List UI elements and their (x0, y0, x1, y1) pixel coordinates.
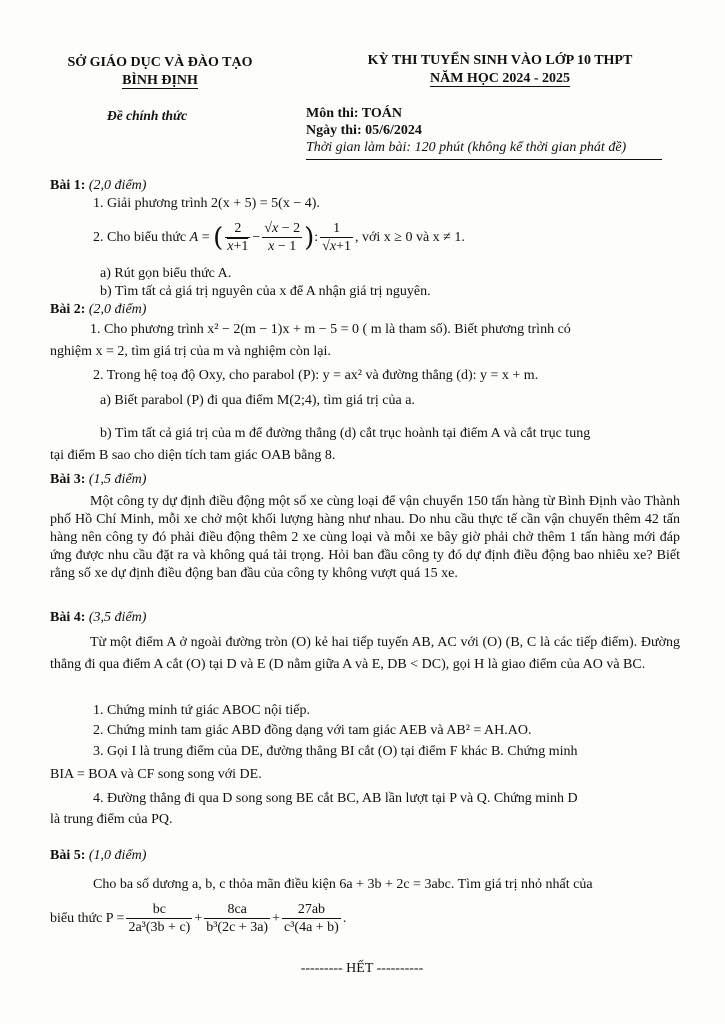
bai2-qb1: b) Tìm tất cả giá trị của m để đường thẳng (d) cắt trục hoành tại điểm A và cắt trục tung (100, 426, 591, 441)
exam-year: NĂM HỌC 2024 - 2025 (430, 71, 570, 86)
bai1-qb: b) Tìm tất cả giá trị nguyên của x để A nhận giá trị nguyên. (100, 284, 431, 299)
bai4-q3a: 3. Gọi I là trung điểm của DE, đường thẳng BI cắt (O) tại điểm F khác B. Chứng minh (93, 744, 578, 759)
exam-time: Thời gian làm bài: 120 phút (không kể thời gian phát đề) (306, 140, 627, 155)
bai4-q4a: 4. Đường thẳng đi qua D song song BE cắt BC, AB lần lượt tại P và Q. Chứng minh D (93, 791, 578, 806)
bai4-q3b: BIA = BOA và CF song song với DE. (50, 767, 262, 782)
bai2-heading: Bài 2: (2,0 điểm) (50, 302, 147, 317)
bai4-q4b: là trung điểm của PQ. (50, 812, 173, 827)
exam-title: KỲ THI TUYỂN SINH VÀO LỚP 10 THPT (367, 53, 633, 68)
bai2-qa: a) Biết parabol (P) đi qua điểm M(2;4), tìm giá trị của a. (100, 393, 415, 408)
footer-end: --------- HẾT ---------- (300, 961, 424, 976)
dept-line2: BÌNH ĐỊNH (122, 73, 198, 88)
bai2-qb2: tại điểm B sao cho diện tích tam giác OAB bằng 8. (50, 448, 336, 463)
bai3-text: Một công ty dự định điều động một số xe cùng loại để vận chuyển 150 tấn hàng từ Bình Định vào Thành phố Hồ Chí Minh, mỗi xe chở một khối lượng hàng như nhau. Do nhu cầu thực tế cần vận chuyển thêm 42 tấn hàng nên công ty đó phải điều động thêm 2 xe cùng loại và mỗi xe bây giờ phải chở thêm 1 tấn hàng mới đáp ứng được nhu cầu đặt ra và không quá tải trọng. Hỏi ban đầu công ty đó dự định điều động bao nhiêu xe? Biết rằng số xe dự định điều động ban đầu của công ty không vượt quá 15 xe. (50, 494, 680, 581)
bai4-intro: Từ một điểm A ở ngoài đường tròn (O) kẻ hai tiếp tuyến AB, AC với (O) (B, C là các tiếp điểm). Đường thẳng đi qua điểm A cắt (O) tại D và E (D nằm giữa A và E, DB < DC), gọi H là giao điểm của AO và BC. (50, 635, 680, 672)
bai5-expression: biểu thức P = $\frac{bc}{\text{2a³(3b + c)}}$ + $\frac{8ca}{\text{b³(2c + 3a)}}$ + $\frac{27ab}{\text{c³(4a + b)}}$ . (50, 901, 347, 935)
bai5-text1: Cho ba số dương a, b, c thỏa mãn điều kiện 6a + 3b + 2c = 3abc. Tìm giá trị nhỏ nhất của (93, 877, 593, 892)
bai2-q1a: 1. Cho phương trình x² − 2(m − 1)x + m − 5 = 0 ( m là tham số). Biết phương trình có (90, 322, 571, 337)
bai1-q1: 1. Giải phương trình 2(x + 5) = 5(x − 4). (93, 196, 320, 211)
dept-line1: SỞ GIÁO DỤC VÀ ĐÀO TẠO (67, 55, 253, 70)
bai1-qa: a) Rút gọn biểu thức A. (100, 266, 232, 281)
header-rule (306, 159, 662, 160)
bai4-q2: 2. Chứng minh tam giác ABD đồng dạng với tam giác AEB và AB² = AH.AO. (93, 723, 532, 738)
subject: Môn thi: TOÁN (306, 106, 402, 121)
bai2-q2: 2. Trong hệ toạ độ Oxy, cho parabol (P): y = ax² và đường thẳng (d): y = x + m. (93, 368, 539, 383)
bai1-heading: Bài 1: (2,0 điểm) (50, 178, 147, 193)
bai4-q1: 1. Chứng minh tứ giác ABOC nội tiếp. (93, 703, 311, 718)
bai3-heading: Bài 3: (1,5 điểm) (50, 472, 147, 487)
bai1-q2: 2. Cho biểu thức A = ( $\frac{2}{x+1}$ − $\frac{√x - 2}{x - 1}$ ) : $\frac{1}{√x+1}$ , với x ≥ 0 và x ≠ 1. (93, 220, 465, 254)
bai5-heading: Bài 5: (1,0 điểm) (50, 848, 147, 863)
bai4-heading: Bài 4: (3,5 điểm) (50, 610, 147, 625)
official-label: Đề chính thức (107, 108, 188, 123)
bai2-q1b: nghiệm x = 2, tìm giá trị của m và nghiệm còn lại. (50, 344, 331, 359)
exam-date: Ngày thi: 05/6/2024 (306, 123, 422, 138)
